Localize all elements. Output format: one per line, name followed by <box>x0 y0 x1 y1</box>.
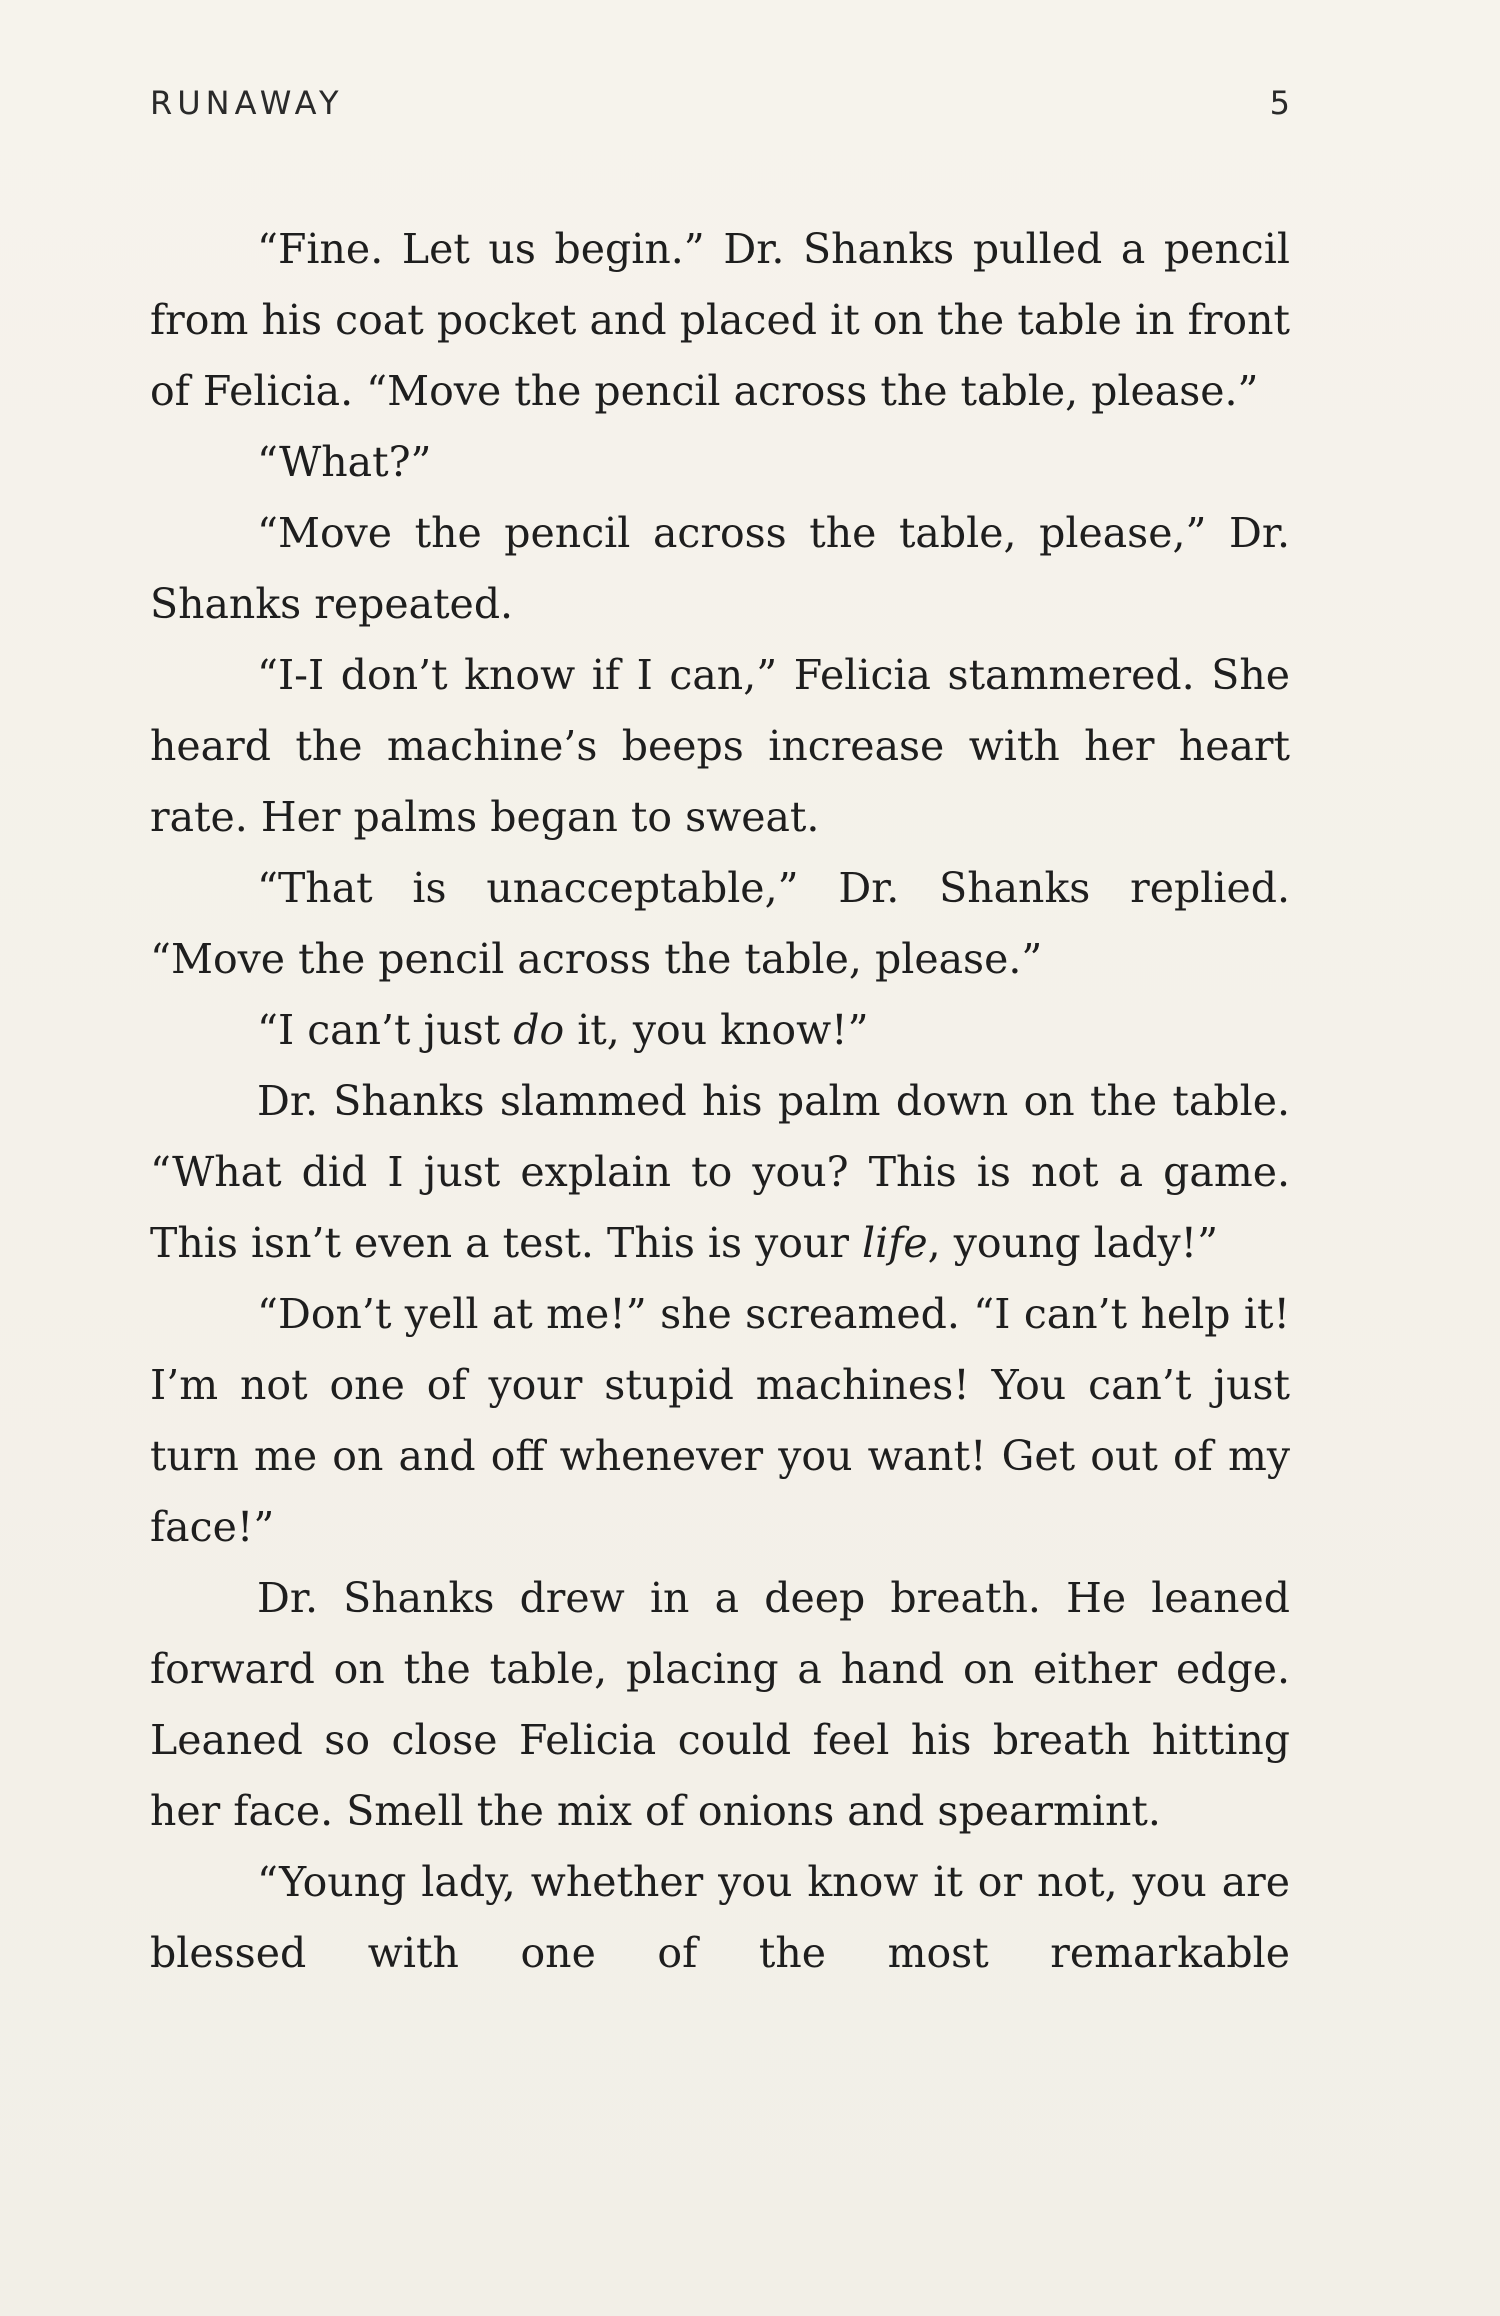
paragraph <box>150 1279 1290 1563</box>
paragraph <box>150 427 1290 498</box>
text-run: “Move the pencil across the table, please,” Dr. Shanks repeated. <box>150 509 1290 628</box>
body-text <box>150 214 1290 1989</box>
text-run: “I can’t just <box>257 1006 514 1054</box>
text-run: “Fine. Let us begin.” Dr. Shanks pulled a pencil from his coat pocket and placed it on the table in front of Felicia. “Move the pencil across the table, please.” <box>150 225 1290 415</box>
paragraph <box>150 1847 1290 1989</box>
text-run: “Young lady, whether you know it or not, you are blessed with one of the most remarkable <box>150 1858 1290 1977</box>
paragraph <box>150 995 1290 1066</box>
paragraph <box>150 1066 1290 1279</box>
paragraph <box>150 214 1290 427</box>
paragraph <box>150 1563 1290 1847</box>
paragraph <box>150 853 1290 995</box>
text-run: Dr. Shanks drew in a deep breath. He leaned forward on the table, placing a hand on either edge. Leaned so close Felicia could feel his breath hitting her face. Smell the mix of onions and spearmint. <box>150 1574 1290 1835</box>
text-run: “Don’t yell at me!” she screamed. “I can’t help it! I’m not one of your stupid machines! You can’t just turn me on and off whenever you want! Get out of my face!” <box>150 1290 1290 1551</box>
text-run: “What?” <box>257 438 432 486</box>
running-title: RUNAWAY <box>150 84 344 122</box>
italic-text: do <box>513 1006 565 1054</box>
italic-text: life <box>861 1219 928 1267</box>
paragraph <box>150 640 1290 853</box>
text-run: “That is unacceptable,” Dr. Shanks replied. “Move the pencil across the table, please.” <box>150 864 1290 983</box>
text-run: “I-I don’t know if I can,” Felicia stammered. She heard the machine’s beeps increase with her heart rate. Her palms began to sweat. <box>150 651 1290 841</box>
page-number: 5 <box>1269 84 1290 122</box>
running-head <box>150 84 1290 134</box>
text-run: it, you know!” <box>564 1006 869 1054</box>
paragraph <box>150 498 1290 640</box>
text-run: , young lady!” <box>927 1219 1219 1267</box>
text-run: Dr. Shanks slammed his palm down on the table. “What did I just explain to you? This is not a game. This isn’t even a test. This is your <box>150 1077 1290 1267</box>
